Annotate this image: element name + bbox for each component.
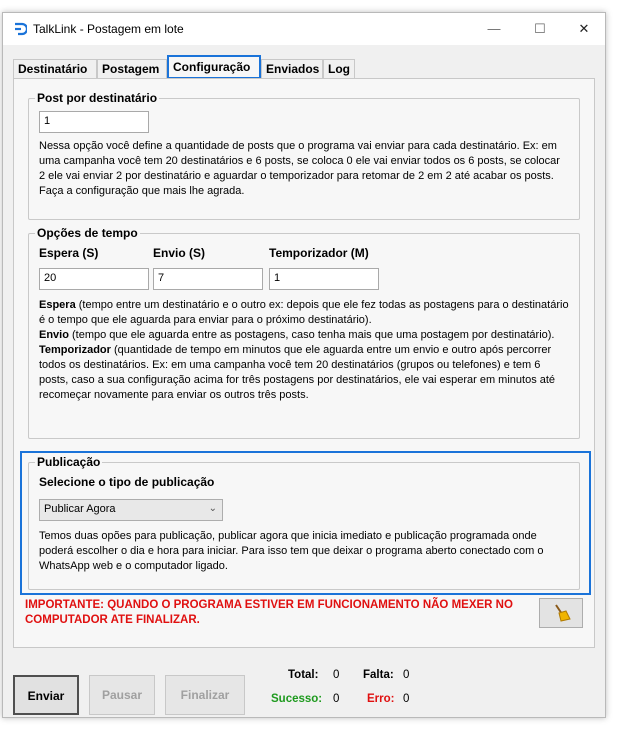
title-bar	[3, 13, 605, 45]
pausar-button[interactable]: Pausar	[89, 675, 155, 715]
sucesso-value: 0	[333, 693, 340, 705]
tab-configuracao[interactable]: Configuração	[167, 55, 261, 79]
enviar-button[interactable]: Enviar	[13, 675, 79, 715]
posts-per-recipient-input[interactable]: 1	[39, 111, 149, 133]
espera-label: Espera (S)	[39, 246, 99, 260]
tipo-publicacao-selected: Publicar Agora	[44, 503, 116, 515]
erro-label: Erro:	[367, 693, 395, 705]
maximize-button[interactable]: ☐	[534, 21, 546, 36]
total-label: Total:	[288, 669, 319, 681]
publicacao-group	[28, 455, 580, 590]
post-por-destinatario-group	[28, 91, 580, 220]
clear-button[interactable]	[539, 598, 583, 628]
opcoes-tempo-group	[28, 226, 580, 439]
tipo-publicacao-label: Selecione o tipo de publicação	[39, 475, 215, 489]
chevron-down-icon: ⌄	[208, 503, 217, 514]
envio-term: Envio	[39, 329, 69, 341]
talklink-logo-icon	[13, 22, 27, 36]
envio-label: Envio (S)	[153, 246, 206, 260]
finalizar-button[interactable]: Finalizar	[165, 675, 245, 715]
configuracao-panel	[13, 78, 595, 648]
opcoes-tempo-description	[39, 298, 569, 403]
envio-input[interactable]: 7	[153, 268, 263, 290]
falta-value: 0	[403, 669, 410, 681]
app-window	[2, 12, 606, 718]
temporizador-input[interactable]: 1	[269, 268, 379, 290]
window-title: TalkLink - Postagem em lote	[33, 22, 184, 36]
temporizador-term: Temporizador	[39, 344, 111, 356]
temporizador-label: Temporizador (M)	[269, 246, 369, 260]
envio-description: (tempo que ele aguarda entre as postagens, caso tenha mais que uma postagem por destinatário).	[68, 329, 555, 341]
opcoes-tempo-legend: Opções de tempo	[37, 226, 138, 240]
minimize-button[interactable]: —	[487, 21, 501, 36]
erro-value: 0	[403, 693, 410, 705]
tab-log[interactable]: Log	[323, 59, 355, 78]
falta-label: Falta:	[363, 669, 394, 681]
tab-destinatario[interactable]: Destinatário	[13, 59, 97, 78]
temporizador-description: (quantidade de tempo em minutos que ele aguarda entre um envio e outro após percorrer todos os destinatários. Ex: em uma campanha você tem 20 destinatários (grupos ou telefones) e tem 6 posts, caso a sua configuração acima for três postagens por destinatários, ele vai esperar em minutos até recomeçar novamente para enviar os outros três posts.	[39, 344, 556, 401]
espera-input[interactable]: 20	[39, 268, 149, 290]
espera-term: Espera	[39, 299, 76, 311]
tab-enviados[interactable]: Enviados	[261, 59, 323, 78]
sucesso-label: Sucesso:	[271, 693, 323, 705]
total-value: 0	[333, 669, 340, 681]
espera-description: (tempo entre um destinatário e o outro ex: depois que ele fez todas as postagens para o destinatário é o tempo que ele aguarda para enviar para o próximo destinatário).	[39, 299, 569, 326]
close-button[interactable]: ✕	[578, 21, 590, 36]
broom-icon	[540, 599, 582, 627]
post-por-destinatario-legend: Post por destinatário	[37, 91, 158, 105]
publicacao-description: Temos duas opões para publicação, publicar agora que inicia imediato e publicação programada onde poderá escolher o dia e hora para iniciar. Para isso tem que deixar o programa aberto conectado com o WhatsApp web e o computador ligado.	[39, 530, 544, 572]
tipo-publicacao-select[interactable]	[39, 499, 223, 521]
warning-message: IMPORTANTE: QUANDO O PROGRAMA ESTIVER EM FUNCIONAMENTO NÃO MEXER NO COMPUTADOR ATE FINALIZAR.	[25, 599, 513, 626]
publicacao-legend: Publicação	[37, 455, 101, 469]
tab-postagem[interactable]: Postagem	[97, 59, 167, 78]
post-por-destinatario-description: Nessa opção você define a quantidade de posts que o programa vai enviar para cada destinatário. Ex: em uma campanha você tem 20 destinatários e 6 posts, se coloca 0 ele vai enviar todos os 6 posts, se colocar 2 ele vai enviar 2 por destinatário e aguardar o temporizador para retomar de 2 em 2 até acabar os posts. Faça a configuração que mais lhe agrada.	[39, 140, 560, 197]
